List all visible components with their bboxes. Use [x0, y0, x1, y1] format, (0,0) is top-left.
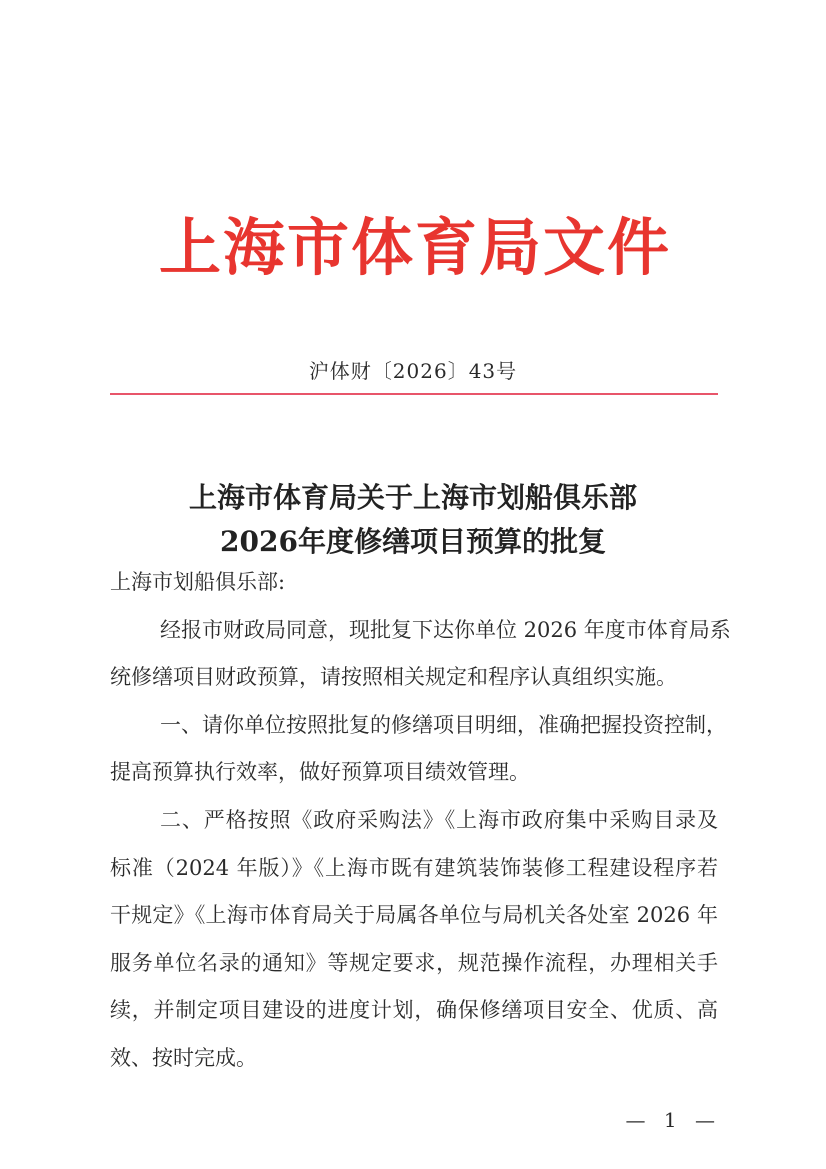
paragraph-line: 提高预算执行效率，做好预算项目绩效管理。: [110, 760, 530, 785]
paragraph-line: 一、请你单位按照批复的修缮项目明细，准确把握投资控制，: [160, 712, 727, 737]
page-number: — 1 —: [625, 1108, 721, 1132]
document-number: 沪体财〔2026〕43号: [308, 359, 518, 383]
paragraph-line: 统修缮项目财政预算，请按照相关规定和程序认真组织实施。: [110, 665, 677, 690]
paragraph-line: 续，并制定项目建设的进度计划，确保修缮项目安全、优质、高: [110, 998, 718, 1023]
paragraph-line: 经报市财政局同意，现批复下达你单位 2026 年度市体育局系: [160, 617, 731, 642]
paragraph-line: 干规定》《上海市体育局关于局属各单位与局机关各处室 2026 年: [110, 903, 718, 928]
paragraph-line: 标准（2024 年版）》《上海市既有建筑装饰装修工程建设程序若: [110, 855, 718, 880]
document-masthead: 上海市体育局文件: [158, 211, 671, 284]
paragraph-line: 二、严格按照《政府采购法》《上海市政府集中采购目录及: [160, 807, 718, 832]
document-title-line-1: 上海市体育局关于上海市划船俱乐部: [188, 481, 637, 514]
red-divider: [110, 393, 718, 395]
paragraph-line: 效、按时完成。: [110, 1045, 257, 1070]
paragraph-line: 服务单位名录的通知》等规定要求，规范操作流程，办理相关手: [110, 950, 718, 975]
document-title-line-2: 2026年度修缮项目预算的批复: [220, 525, 606, 558]
document-body: [110, 566, 731, 1090]
salutation: 上海市划船俱乐部:: [110, 570, 286, 594]
